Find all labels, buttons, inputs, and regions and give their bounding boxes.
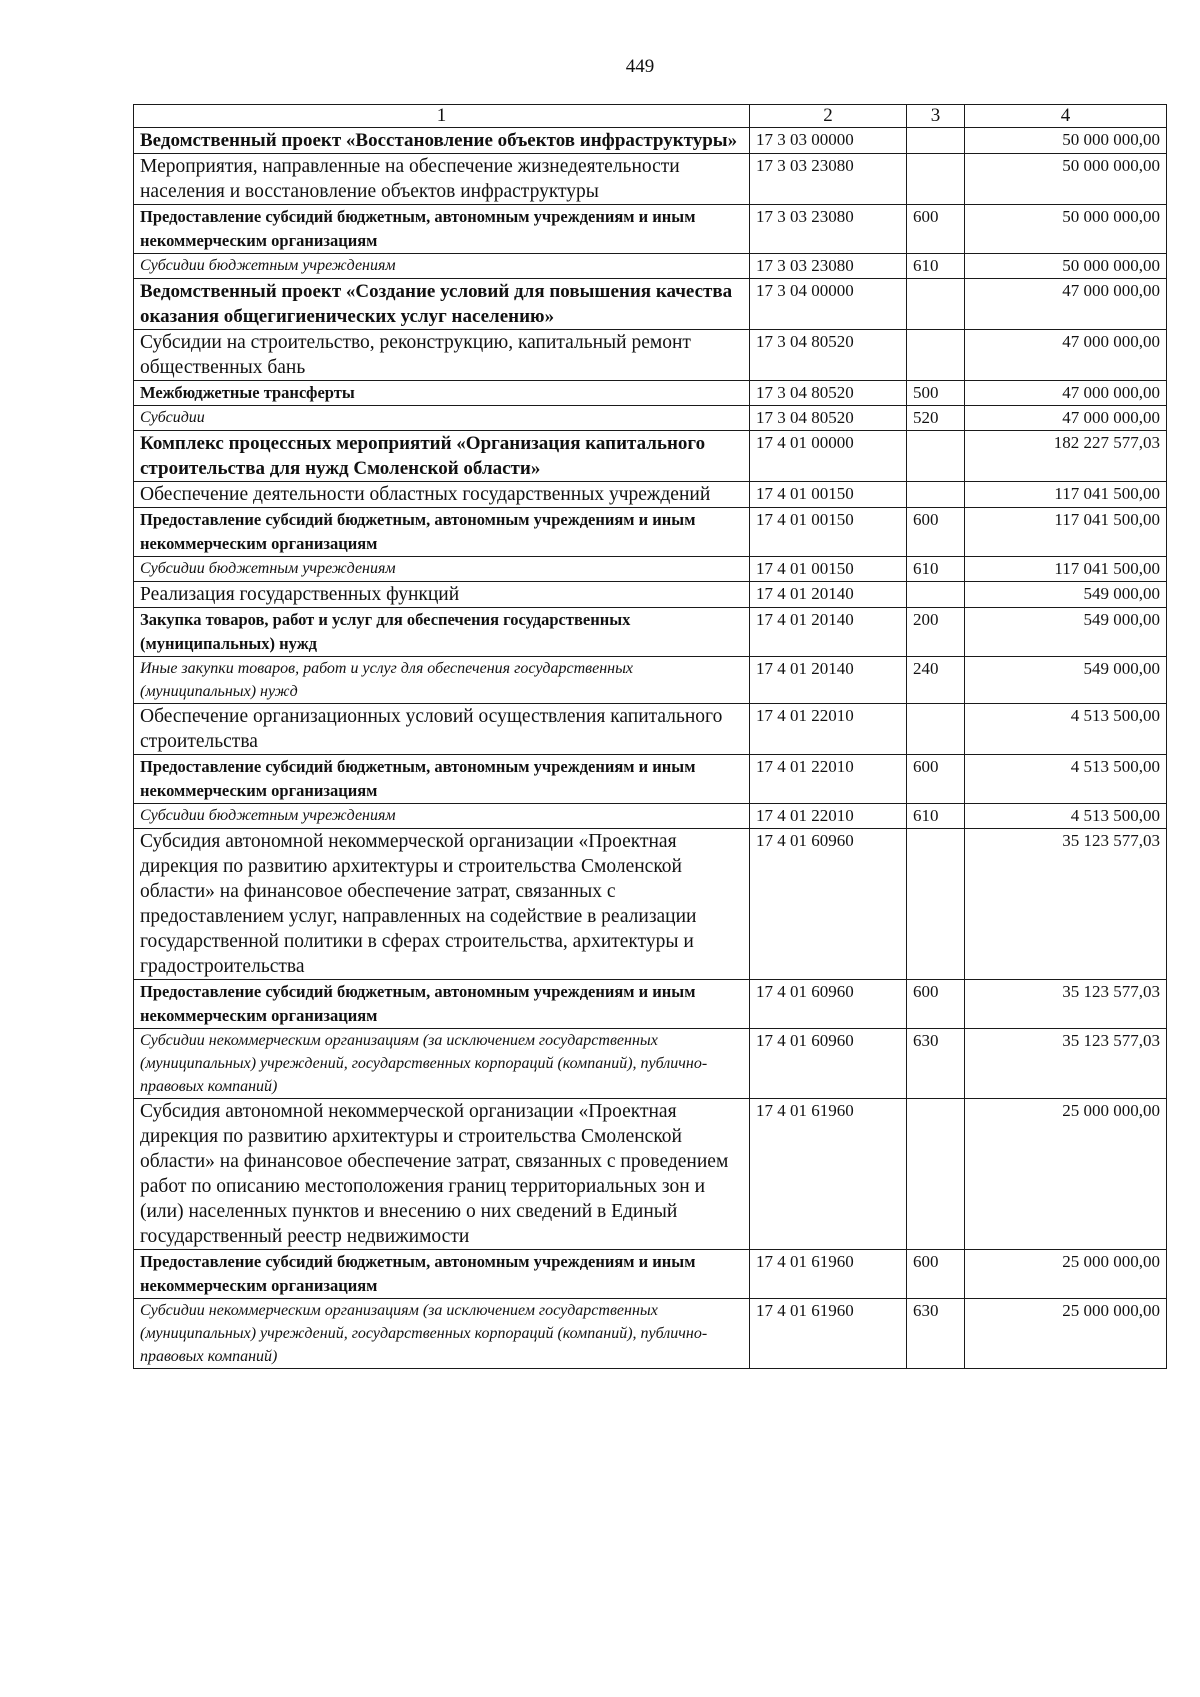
row-code: 17 4 01 60960 [750,829,907,980]
row-kind: 610 [907,804,965,829]
row-code: 17 4 01 22010 [750,755,907,804]
row-kind: 610 [907,254,965,279]
row-name: Субсидии [134,406,750,431]
row-name: Субсидии бюджетным учреждениям [134,254,750,279]
row-code: 17 4 01 22010 [750,804,907,829]
row-sum: 35 123 577,03 [965,980,1167,1029]
table-row [134,406,1167,431]
table-row [134,1029,1167,1099]
row-kind [907,128,965,154]
row-name: Ведомственный проект «Создание условий для повышения качества оказания общегигиенических услуг населению» [134,279,750,330]
row-code: 17 3 03 23080 [750,205,907,254]
table-row [134,557,1167,582]
row-name: Обеспечение организационных условий осуществления капитального строительства [134,704,750,755]
row-sum: 47 000 000,00 [965,279,1167,330]
row-name: Реализация государственных функций [134,582,750,608]
row-sum: 25 000 000,00 [965,1099,1167,1250]
row-kind: 600 [907,508,965,557]
table-row [134,254,1167,279]
row-code: 17 4 01 22010 [750,704,907,755]
row-name: Субсидия автономной некоммерческой организации «Проектная дирекция по развитию архитектуры и строительства Смоленской области» на финансовое обеспечение затрат, связанных с проведением работ по описанию местоположения границ территориальных зон и (или) населенных пунктов и внесению о них сведений в Единый государственный реестр недвижимости [134,1099,750,1250]
table-row [134,431,1167,482]
row-name: Ведомственный проект «Восстановление объектов инфраструктуры» [134,128,750,154]
row-kind: 630 [907,1299,965,1369]
row-kind: 630 [907,1029,965,1099]
row-name: Иные закупки товаров, работ и услуг для обеспечения государственных (муниципальных) нужд [134,657,750,704]
row-kind [907,704,965,755]
table-row [134,804,1167,829]
table-row [134,279,1167,330]
table-row [134,205,1167,254]
table-row [134,704,1167,755]
row-sum: 549 000,00 [965,582,1167,608]
row-name: Межбюджетные трансферты [134,381,750,406]
row-sum: 35 123 577,03 [965,829,1167,980]
row-name: Субсидии бюджетным учреждениям [134,557,750,582]
row-sum: 25 000 000,00 [965,1299,1167,1369]
row-name: Предоставление субсидий бюджетным, автономным учреждениям и иным некоммерческим организациям [134,508,750,557]
row-kind: 520 [907,406,965,431]
row-name: Предоставление субсидий бюджетным, автономным учреждениям и иным некоммерческим организациям [134,755,750,804]
row-sum: 50 000 000,00 [965,254,1167,279]
table-row [134,482,1167,508]
table-row [134,582,1167,608]
row-kind: 600 [907,980,965,1029]
row-kind [907,154,965,205]
row-kind [907,330,965,381]
row-code: 17 3 03 00000 [750,128,907,154]
row-kind: 200 [907,608,965,657]
header-col-1: 1 [134,105,750,128]
row-sum: 50 000 000,00 [965,205,1167,254]
row-kind: 600 [907,1250,965,1299]
row-kind: 240 [907,657,965,704]
row-code: 17 3 03 23080 [750,254,907,279]
row-sum: 4 513 500,00 [965,755,1167,804]
row-code: 17 4 01 20140 [750,608,907,657]
row-sum: 25 000 000,00 [965,1250,1167,1299]
header-col-2: 2 [750,105,907,128]
row-sum: 117 041 500,00 [965,482,1167,508]
table-body [134,128,1167,1369]
row-code: 17 3 04 80520 [750,381,907,406]
row-name: Субсидии бюджетным учреждениям [134,804,750,829]
row-code: 17 4 01 00150 [750,508,907,557]
row-name: Субсидии на строительство, реконструкцию, капитальный ремонт общественных бань [134,330,750,381]
row-sum: 4 513 500,00 [965,804,1167,829]
row-sum: 35 123 577,03 [965,1029,1167,1099]
row-name: Обеспечение деятельности областных государственных учреждений [134,482,750,508]
row-code: 17 4 01 61960 [750,1250,907,1299]
header-col-3: 3 [907,105,965,128]
row-kind: 600 [907,205,965,254]
row-kind [907,582,965,608]
row-code: 17 3 04 80520 [750,406,907,431]
row-code: 17 4 01 00000 [750,431,907,482]
row-kind: 600 [907,755,965,804]
row-sum: 117 041 500,00 [965,557,1167,582]
table-row [134,154,1167,205]
table-row [134,330,1167,381]
row-name: Предоставление субсидий бюджетным, автономным учреждениям и иным некоммерческим организациям [134,980,750,1029]
row-code: 17 4 01 20140 [750,657,907,704]
table-row [134,1299,1167,1369]
table-row [134,1099,1167,1250]
row-code: 17 4 01 61960 [750,1299,907,1369]
table-row [134,1250,1167,1299]
table-row [134,980,1167,1029]
row-code: 17 4 01 60960 [750,1029,907,1099]
row-kind [907,829,965,980]
row-sum: 47 000 000,00 [965,381,1167,406]
row-name: Комплекс процессных мероприятий «Организация капитального строительства для нужд Смоленской области» [134,431,750,482]
row-name: Мероприятия, направленные на обеспечение жизнедеятельности населения и восстановление объектов инфраструктуры [134,154,750,205]
row-code: 17 3 04 00000 [750,279,907,330]
row-name: Предоставление субсидий бюджетным, автономным учреждениям и иным некоммерческим организациям [134,205,750,254]
table-row [134,128,1167,154]
header-row [134,105,1167,128]
row-kind [907,482,965,508]
row-name: Субсидия автономной некоммерческой организации «Проектная дирекция по развитию архитектуры и строительства Смоленской области» на финансовое обеспечение затрат, связанных с предоставлением услуг, направленных на содействие в реализации государственной политики в сферах строительства, архитектуры и градостроительства [134,829,750,980]
header-col-4: 4 [965,105,1167,128]
row-sum: 50 000 000,00 [965,128,1167,154]
row-code: 17 4 01 60960 [750,980,907,1029]
row-sum: 549 000,00 [965,657,1167,704]
row-sum: 182 227 577,03 [965,431,1167,482]
table-row [134,608,1167,657]
row-sum: 549 000,00 [965,608,1167,657]
row-kind [907,431,965,482]
row-kind: 610 [907,557,965,582]
row-name: Субсидии некоммерческим организациям (за исключением государственных (муниципальных) учреждений, государственных корпораций (компаний), публично-правовых компаний) [134,1029,750,1099]
row-name: Субсидии некоммерческим организациям (за исключением государственных (муниципальных) учреждений, государственных корпораций (компаний), публично-правовых компаний) [134,1299,750,1369]
table-row [134,829,1167,980]
row-sum: 50 000 000,00 [965,154,1167,205]
row-code: 17 4 01 00150 [750,482,907,508]
row-sum: 117 041 500,00 [965,508,1167,557]
row-code: 17 3 04 80520 [750,330,907,381]
page-number: 449 [625,56,655,77]
table-row [134,755,1167,804]
table-row [134,657,1167,704]
row-code: 17 4 01 20140 [750,582,907,608]
row-sum: 47 000 000,00 [965,330,1167,381]
row-code: 17 4 01 00150 [750,557,907,582]
row-name: Предоставление субсидий бюджетным, автономным учреждениям и иным некоммерческим организациям [134,1250,750,1299]
row-kind: 500 [907,381,965,406]
table-row [134,381,1167,406]
row-code: 17 4 01 61960 [750,1099,907,1250]
budget-table [133,104,1167,1369]
row-name: Закупка товаров, работ и услуг для обеспечения государственных (муниципальных) нужд [134,608,750,657]
row-kind [907,279,965,330]
row-kind [907,1099,965,1250]
table-row [134,508,1167,557]
row-sum: 4 513 500,00 [965,704,1167,755]
row-sum: 47 000 000,00 [965,406,1167,431]
row-code: 17 3 03 23080 [750,154,907,205]
